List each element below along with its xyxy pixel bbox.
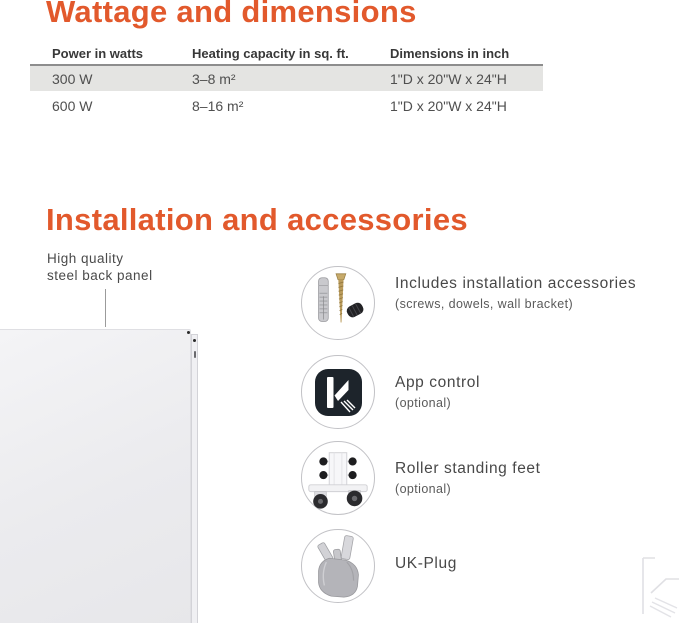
installation-section-title: Installation and accessories [46,202,468,237]
heater-back-panel-image [0,329,191,623]
panel-bracket-clip [194,351,196,358]
accessory-subtitle: (screws, dowels, wall bracket) [395,297,574,311]
accessory-title: Includes installation accessories [395,275,637,292]
accessory-title: Roller standing feet [395,460,541,477]
brand-k-watermark-icon [630,550,679,623]
accessory-circle [301,355,375,429]
accessory-item-installation [301,266,636,340]
cell-capacity: 8–16 m² [192,98,244,114]
accessory-item-uk-plug [301,529,457,603]
heater-panel-side-edge [191,334,198,623]
panel-annotation-line2: steel back panel [47,267,153,283]
accessory-circle [301,529,375,603]
roller-feet-icon [302,441,374,515]
accessory-item-app-control [301,355,480,429]
cell-capacity: 3–8 m² [192,70,236,87]
table-header-capacity: Heating capacity in sq. ft. [192,46,349,61]
table-header-dimensions: Dimensions in inch [390,46,510,61]
panel-annotation-line1: High quality [47,251,124,266]
table-header-row [30,43,543,64]
accessory-title: App control [395,374,481,391]
table-header-power: Power in watts [52,46,144,61]
cell-dimensions: 1"D x 20"W x 24"H [390,98,507,114]
cell-power: 300 W [52,70,93,87]
app-logo-icon [315,369,362,416]
wattage-table [30,43,543,121]
wattage-section-title: Wattage and dimensions [46,0,417,29]
accessory-circle [301,441,375,515]
table-row [30,91,543,121]
cell-power: 600 W [52,98,93,114]
accessory-title: UK-Plug [395,555,457,572]
screws-dowels-icon [302,266,374,340]
uk-plug-icon [302,529,374,603]
cell-dimensions: 1"D x 20"W x 24"H [390,70,507,87]
panel-screw-dot [187,331,190,334]
table-row [30,66,543,91]
panel-annotation-label [47,251,153,284]
accessory-subtitle: (optional) [395,482,452,496]
accessory-subtitle: (optional) [395,396,452,410]
panel-screw-dot [193,339,196,342]
annotation-leader-line [105,289,106,327]
accessory-item-roller-feet [301,441,541,515]
accessory-circle [301,266,375,340]
